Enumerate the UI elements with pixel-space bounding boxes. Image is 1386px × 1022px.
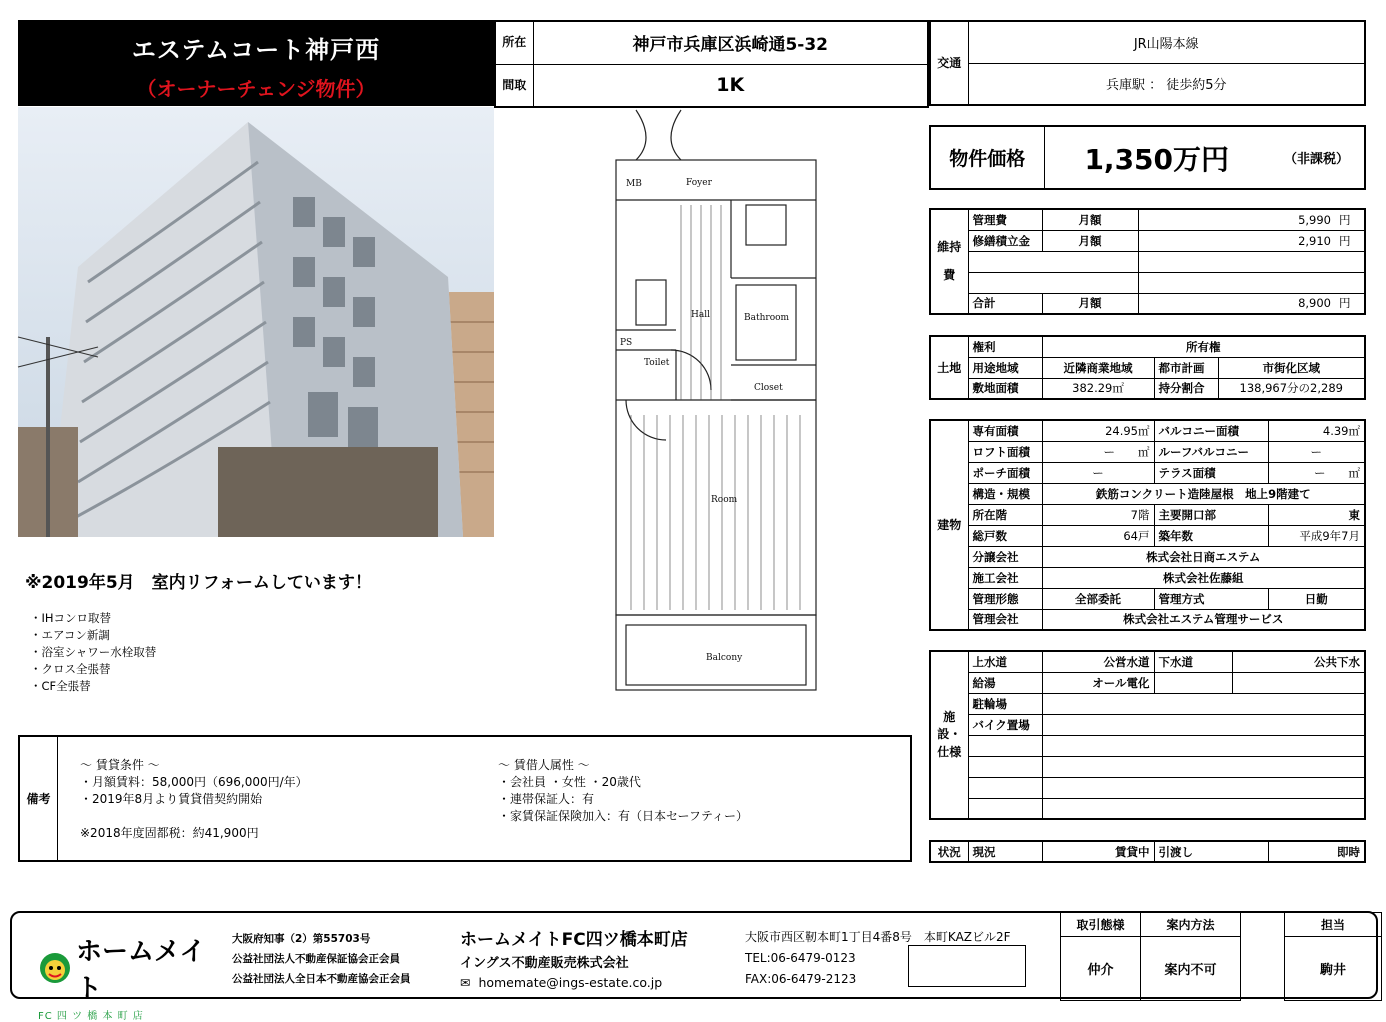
structure-value: 鉄筋コンクリート造陸屋根 地上9階建て xyxy=(1042,483,1365,504)
property-name: エステムコート神戸西 xyxy=(131,36,381,64)
terrace-area-value: ー ㎡ xyxy=(1268,462,1365,483)
license-line: 大阪府知事（2）第55703号 xyxy=(232,933,371,945)
layout-value: 1K xyxy=(533,64,928,107)
mgmt-type-label: 管理形態 xyxy=(968,588,1042,609)
water-value: 公営水道 xyxy=(1042,651,1154,672)
handover-label: 引渡し xyxy=(1154,841,1268,862)
facilities-label: 施設・仕様 xyxy=(930,651,968,819)
agency-address: 大阪市西区靭本町1丁目4番8号 本町KAZビル2F xyxy=(745,930,1011,944)
share-value: 138,967分の2,289 xyxy=(1218,378,1365,399)
exclusive-area-label: 専有面積 xyxy=(968,420,1042,441)
balcony-area-label: バルコニー面積 xyxy=(1154,420,1268,441)
facility-empty xyxy=(1042,756,1365,777)
remarks-box xyxy=(18,735,912,862)
fp-room: Room xyxy=(711,495,738,505)
deal-table xyxy=(1060,912,1382,1001)
units-value: 64戸 xyxy=(1042,525,1154,546)
reform-notice: ※2019年5月 室内リフォームしています！ xyxy=(25,573,372,593)
maint-empty-row xyxy=(968,251,1138,272)
price-tax: （非課税） xyxy=(1269,126,1365,189)
logo-subtitle: FC 四 ツ 橋 本 町 店 xyxy=(38,1011,144,1022)
mascot-icon xyxy=(38,951,72,985)
email-row xyxy=(460,975,688,990)
maint-total-period: 月額 xyxy=(1042,293,1138,314)
status-label: 状況 xyxy=(930,841,968,862)
facility-empty xyxy=(1232,672,1365,693)
porch-area-value: ー xyxy=(1042,462,1154,483)
store-info xyxy=(460,925,688,990)
facility-empty xyxy=(1042,777,1365,798)
opening-value: 東 xyxy=(1268,504,1365,525)
remark-line: ・家賃保証保険加入：有（日本セーフティー） xyxy=(498,809,748,823)
agency-tel: TEL:06-6479-0123 xyxy=(745,951,856,965)
maintenance-label: 維持費 xyxy=(930,209,968,314)
address-layout-table xyxy=(494,20,929,108)
roof-balcony-label: ルーフバルコニー xyxy=(1154,441,1268,462)
facility-empty xyxy=(1154,672,1232,693)
maint-row-name: 管理費 xyxy=(968,209,1042,230)
deal-gap xyxy=(1241,937,1285,1001)
maint-total-name: 合計 xyxy=(968,293,1042,314)
maint-row-unit: 円 xyxy=(1335,209,1365,230)
transport-station: 兵庫駅 ： 徒歩約5分 xyxy=(968,63,1365,105)
remark-line: ・2019年8月より賃貸借契約開始 xyxy=(80,792,263,806)
address-value: 神戸市兵庫区浜崎通5-32 xyxy=(533,21,928,64)
guide-label: 案内方法 xyxy=(1141,913,1241,937)
reform-list xyxy=(30,610,156,695)
land-label: 土地 xyxy=(930,336,968,399)
maint-row-period: 月額 xyxy=(1042,209,1138,230)
price-table xyxy=(929,125,1366,190)
hotwater-value: オール電化 xyxy=(1042,672,1154,693)
maint-row-unit: 円 xyxy=(1335,230,1365,251)
land-rights: 所有権 xyxy=(1042,336,1365,357)
transport-line: JR山陽本線 xyxy=(968,21,1365,63)
maint-empty-row xyxy=(1138,251,1365,272)
sewer-value: 公共下水 xyxy=(1232,651,1365,672)
seller-label: 分譲会社 xyxy=(968,546,1042,567)
license-line: 公益社団法人不動産保証協会正会員 xyxy=(232,953,400,965)
floor-label: 所在階 xyxy=(968,504,1042,525)
license-info xyxy=(232,929,411,989)
maint-row-amount: 2,910 xyxy=(1138,230,1335,251)
address-label: 所在 xyxy=(495,21,533,64)
stamp-box xyxy=(908,945,1026,987)
structure-label: 構造・規模 xyxy=(968,483,1042,504)
maint-row-name: 修繕積立金 xyxy=(968,230,1042,251)
mgmt-method-label: 管理方式 xyxy=(1154,588,1268,609)
loft-area-label: ロフト面積 xyxy=(968,441,1042,462)
fp-closet: Closet xyxy=(754,383,783,393)
mgmt-company-label: 管理会社 xyxy=(968,609,1042,630)
facility-empty xyxy=(1042,798,1365,819)
facility-empty xyxy=(968,777,1042,798)
remark-line: ～ 賃借人属性 ～ xyxy=(498,758,590,772)
mgmt-company-value: 株式会社エステム管理サービス xyxy=(1042,609,1365,630)
reform-item: ・クロス全張替 xyxy=(30,662,111,676)
remark-line: ※2018年度固都税：約41,900円 xyxy=(80,826,259,840)
maint-total-unit: 円 xyxy=(1335,293,1365,314)
facility-empty xyxy=(968,735,1042,756)
fp-hall: Hall xyxy=(691,310,710,320)
remark-line: ・会社員 ・女性 ・20歳代 xyxy=(498,775,641,789)
deal-value: 仲介 xyxy=(1061,937,1141,1001)
maint-row-amount: 5,990 xyxy=(1138,209,1335,230)
site-area-label: 敷地面積 xyxy=(968,378,1042,399)
remarks-label: 備考 xyxy=(20,737,58,860)
reform-item: ・CF全張替 xyxy=(30,679,91,693)
site-area-value: 382.29㎡ xyxy=(1042,378,1154,399)
agency-logo xyxy=(38,931,218,1022)
land-rights-label: 権利 xyxy=(968,336,1042,357)
current-status-value: 賃貸中 xyxy=(1042,841,1154,862)
building-label: 建物 xyxy=(930,420,968,630)
guide-value: 案内不可 xyxy=(1141,937,1241,1001)
remark-line: ・連帯保証人：有 xyxy=(498,792,595,806)
facility-empty xyxy=(1042,693,1365,714)
maint-empty-row xyxy=(968,272,1138,293)
seller-value: 株式会社日商エステム xyxy=(1042,546,1365,567)
remark-line xyxy=(80,808,308,825)
mgmt-type-value: 全部委託 xyxy=(1042,588,1154,609)
status-table xyxy=(929,840,1366,863)
store-name: ホームメイトFC四ツ橋本町店 xyxy=(460,930,688,950)
loft-area-value: ー ㎡ xyxy=(1042,441,1154,462)
deal-gap xyxy=(1241,913,1285,937)
zoning-label: 用途地域 xyxy=(968,357,1042,378)
sewer-label: 下水道 xyxy=(1154,651,1232,672)
land-table xyxy=(929,335,1366,400)
remark-line: ～ 賃貸条件 ～ xyxy=(80,758,160,772)
maint-empty-row xyxy=(1138,272,1365,293)
price-value: 1,350万円 xyxy=(1044,126,1269,189)
facility-empty xyxy=(1042,735,1365,756)
price-label: 物件価格 xyxy=(930,126,1044,189)
fp-mb: MB xyxy=(626,179,642,189)
fp-foyer: Foyer xyxy=(686,178,712,188)
zoning-value: 近隣商業地域 xyxy=(1042,357,1154,378)
reform-item: ・エアコン新調 xyxy=(30,628,110,642)
maintenance-table xyxy=(929,208,1366,315)
hotwater-label: 給湯 xyxy=(968,672,1042,693)
company-name: イングス不動産販売株式会社 xyxy=(460,956,629,971)
license-line: 公益社団法人全日本不動産協会正会員 xyxy=(232,973,411,985)
agency-fax: FAX:06-6479-2123 xyxy=(745,972,857,986)
remark-line: ・月額賃料：58,000円（696,000円/年） xyxy=(80,775,308,789)
deal-label: 取引態様 xyxy=(1061,913,1141,937)
roof-balcony-value: ー xyxy=(1268,441,1365,462)
building-table xyxy=(929,419,1366,631)
email-link[interactable]: homemate@ings-estate.co.jp xyxy=(478,975,663,990)
logo-text: ホームメイト xyxy=(76,937,206,1004)
reform-item: ・IHコンロ取替 xyxy=(30,611,112,625)
agency-footer xyxy=(10,911,1378,1022)
builder-label: 施工会社 xyxy=(968,567,1042,588)
staff-value: 駒井 xyxy=(1285,937,1382,1001)
staff-label: 担当 xyxy=(1285,913,1382,937)
fp-toilet: Toilet xyxy=(644,358,670,368)
units-label: 総戸数 xyxy=(968,525,1042,546)
reform-item: ・浴室シャワー水栓取替 xyxy=(30,645,157,659)
facility-empty xyxy=(1042,714,1365,735)
rental-conditions xyxy=(80,757,308,842)
transport-label: 交通 xyxy=(930,21,968,105)
layout-label: 間取 xyxy=(495,64,533,107)
facilities-table xyxy=(929,650,1366,820)
owner-change-label: （オーナーチェンジ物件） xyxy=(136,77,376,101)
share-label: 持分割合 xyxy=(1154,378,1218,399)
plan-label: 都市計画 xyxy=(1154,357,1218,378)
mgmt-method-value: 日勤 xyxy=(1268,588,1365,609)
current-status-label: 現況 xyxy=(968,841,1042,862)
exclusive-area-value: 24.95㎡ xyxy=(1042,420,1154,441)
balcony-area-value: 4.39㎡ xyxy=(1268,420,1365,441)
tenant-attributes xyxy=(498,757,748,825)
moto-parking-label: バイク置場 xyxy=(968,714,1042,735)
maint-row-period: 月額 xyxy=(1042,230,1138,251)
water-label: 上水道 xyxy=(968,651,1042,672)
transport-table xyxy=(929,20,1366,106)
bike-parking-label: 駐輪場 xyxy=(968,693,1042,714)
facility-empty xyxy=(968,756,1042,777)
property-title-banner xyxy=(18,20,494,106)
fp-bathroom: Bathroom xyxy=(744,313,790,323)
terrace-area-label: テラス面積 xyxy=(1154,462,1268,483)
plan-value: 市街化区域 xyxy=(1218,357,1365,378)
opening-label: 主要開口部 xyxy=(1154,504,1268,525)
built-value: 平成9年7月 xyxy=(1268,525,1365,546)
mail-icon: ✉ xyxy=(460,975,471,990)
built-label: 築年数 xyxy=(1154,525,1268,546)
fp-ps: PS xyxy=(620,338,633,348)
facility-empty xyxy=(968,798,1042,819)
fp-balcony: Balcony xyxy=(706,653,743,663)
maint-total-amount: 8,900 xyxy=(1138,293,1335,314)
building-image xyxy=(18,107,494,537)
builder-value: 株式会社佐藤組 xyxy=(1042,567,1365,588)
floor-plan xyxy=(596,110,826,700)
floor-value: 7階 xyxy=(1042,504,1154,525)
handover-value: 即時 xyxy=(1268,841,1365,862)
porch-area-label: ポーチ面積 xyxy=(968,462,1042,483)
building-photo xyxy=(18,107,494,537)
